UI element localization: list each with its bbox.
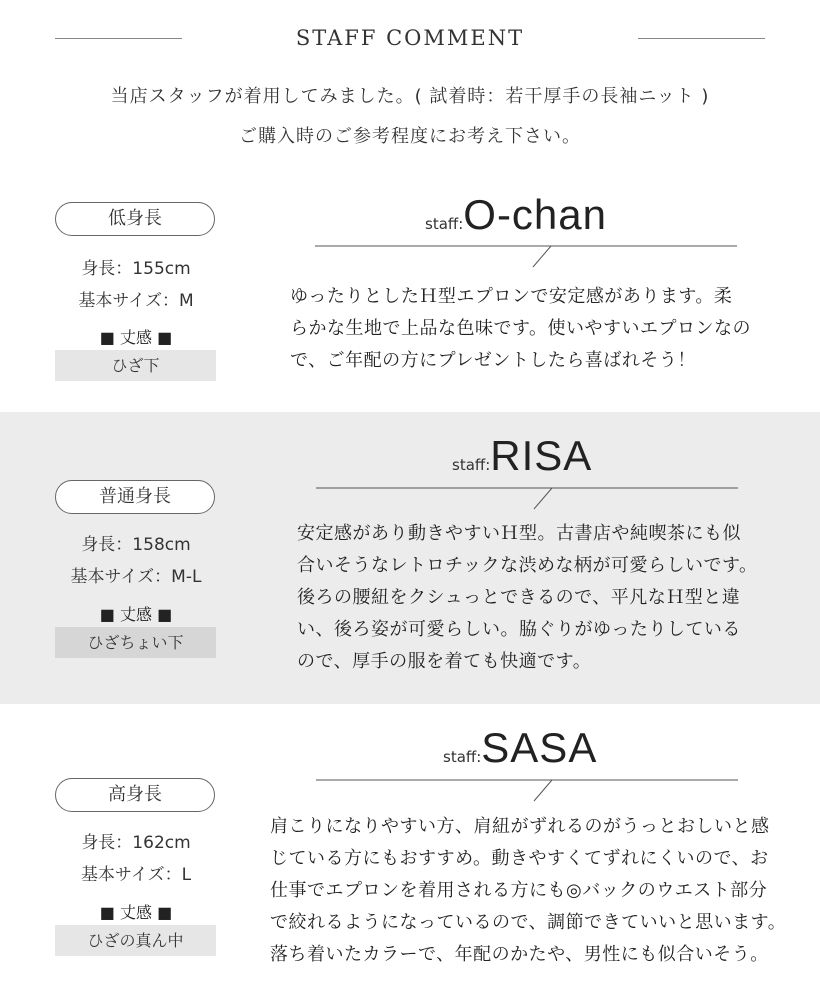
staff-prefix: staff: (425, 215, 464, 233)
staff-height: 身長：155cm (81, 259, 191, 279)
comment-line: 合いそうなレトロチックな渋めな柄が可愛らしいです。 (297, 555, 758, 576)
staff-prefix: staff: (452, 456, 491, 474)
speech-pointer-divider (315, 241, 740, 271)
header-divider-right (638, 38, 765, 39)
height-category-badge: 低身長 (55, 202, 215, 236)
staff-section-risa (0, 412, 820, 704)
height-category-badge: 普通身長 (55, 480, 215, 514)
staff-base-size: 基本サイズ：L (80, 865, 192, 885)
staff-name: RISA (490, 432, 593, 479)
staff-prefix: staff: (443, 748, 482, 766)
staff-heading (425, 191, 607, 239)
fit-value: ひざ下 (55, 350, 216, 381)
comment-line: で絞れるようになっているので、調節できていいと思います。 (270, 912, 787, 933)
staff-section-sasa (0, 704, 820, 1000)
staff-height: 身長：158cm (81, 535, 191, 555)
speech-pointer-divider (316, 775, 741, 805)
comment-line: ゆったりとしたＨ型エプロンで安定感があります。柔 (290, 286, 733, 307)
staff-heading (452, 432, 592, 480)
page-title: STAFF COMMENT (295, 26, 525, 50)
comment-line: で、ご年配の方にプレゼントしたら喜ばれそう！ (290, 350, 696, 371)
staff-name: SASA (481, 724, 598, 771)
staff-base-size: 基本サイズ：M (78, 291, 194, 311)
intro-line-1: 当店スタッフが着用してみました。( 試着時：若干厚手の長袖ニット ) (110, 86, 710, 107)
staff-heading (443, 724, 597, 772)
staff-base-size: 基本サイズ：M-L (70, 567, 202, 587)
comment-line: 安定感があり動きやすいＨ型。古書店や純喫茶にも似 (297, 523, 741, 544)
comment-line: 肩こりになりやすい方、肩紐がずれるのがうっとおしいと感 (270, 816, 770, 837)
fit-label: ■ 丈感 ■ (99, 605, 173, 624)
staff-comment (270, 811, 786, 971)
intro-line-2: ご購入時のご参考程度にお考え下さい。 (239, 126, 581, 147)
comment-line: じている方にもおすすめ。動きやすくてずれにくいので、お (270, 848, 769, 869)
staff-name: O-chan (463, 191, 608, 238)
fit-label: ■ 丈感 ■ (99, 328, 173, 347)
fit-value: ひざちょい下 (55, 627, 216, 658)
staff-comment (290, 281, 751, 377)
fit-value: ひざの真ん中 (55, 925, 216, 956)
staff-section-ochan (0, 175, 820, 412)
comment-line: 後ろの腰紐をクシュっとできるので、平凡なＨ型と違 (297, 587, 741, 608)
fit-label: ■ 丈感 ■ (99, 903, 173, 922)
comment-line: 落ち着いたカラーで、年配のかたや、男性にも似合いそう。 (270, 944, 769, 965)
comment-line: 仕事でエプロンを着用される方にも◎バックのウエスト部分 (270, 880, 768, 901)
speech-pointer-divider (316, 483, 741, 513)
staff-comment (297, 518, 758, 678)
staff-height: 身長：162cm (81, 833, 191, 853)
comment-line: らかな生地で上品な色味です。使いやすいエプロンなの (290, 318, 752, 339)
comment-line: い、後ろ姿が可愛らしい。脇ぐりがゆったりしている (297, 619, 741, 640)
comment-line: ので、厚手の服を着ても快適です。 (297, 651, 592, 672)
height-category-badge: 高身長 (55, 778, 215, 812)
